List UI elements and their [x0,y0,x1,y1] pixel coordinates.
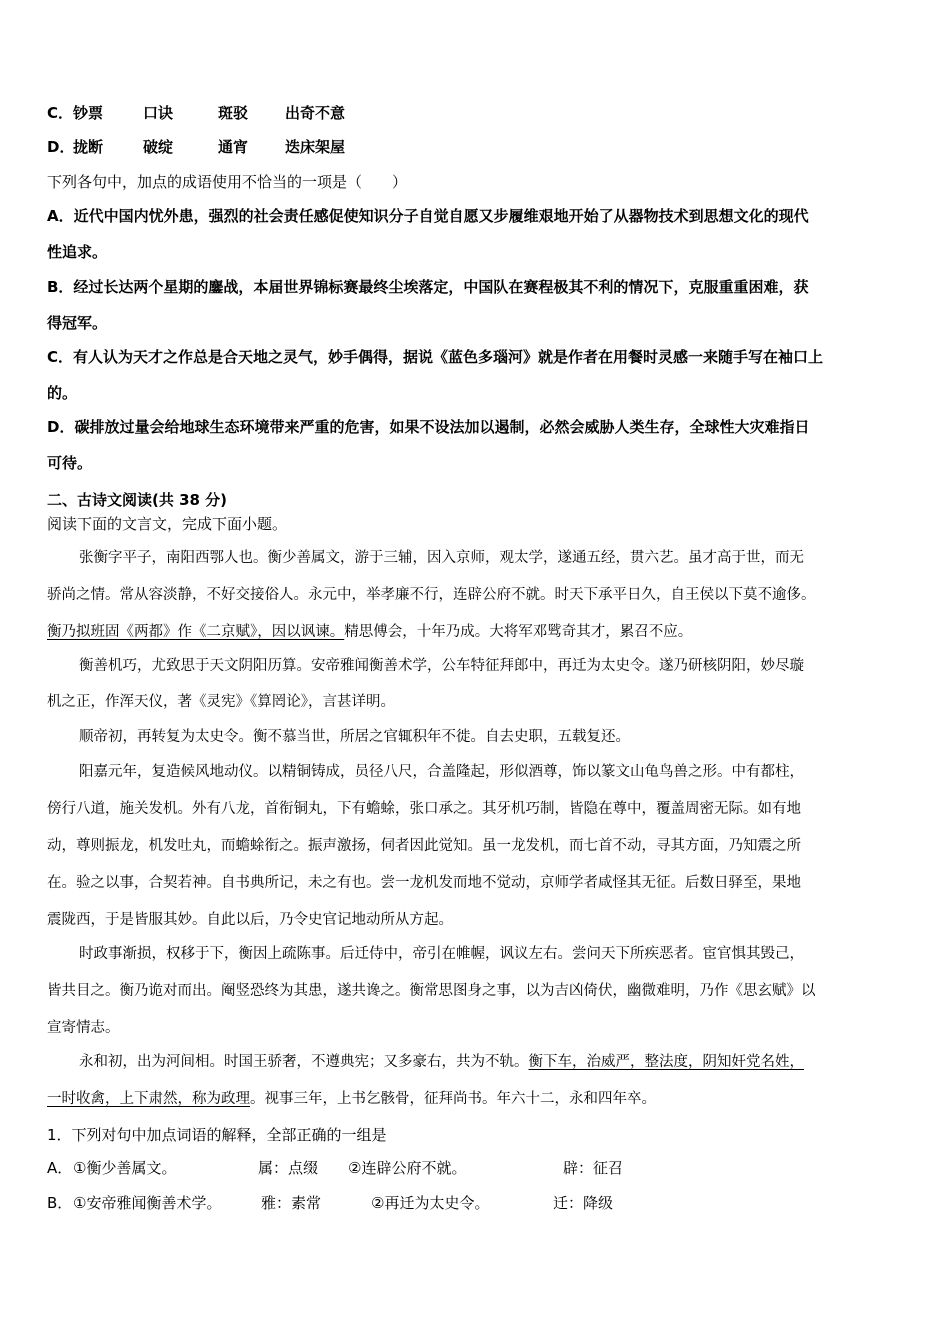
passage-text: 精思傅会，十年乃成。大将军邓骘奇其才，累召不应。 [344,624,693,640]
passage-p2-line1: 衡善机巧，尤致思于天文阴阳历算。安帝雅闻衡善术学，公车特征拜郎中，再迁为太史令。遂乃研核阴阳，妙尽璇 [79,658,804,674]
option-word: 迭床架屋 [285,138,346,156]
idiom-option-d-line1: D．碳排放过量会给地球生态环境带来严重的危害，如果不设法加以遏制，必然会威胁人类生存，全球性大灾难指日 [47,418,810,436]
option-sentence: ①安帝雅闻衡善术学。 [73,1194,222,1212]
passage-p4-line5: 震陇西，于是皆服其妙。自此以后，乃令史官记地动所从方起。 [47,912,453,928]
option-word: 钞票 [73,104,104,122]
idiom-question-stem: 下列各句中，加点的成语使用不恰当的一项是（ ） [47,173,408,191]
passage-p4-line2: 傍行八道，施关发机。外有八龙，首衔铜丸，下有蟾蜍，张口承之。其牙机巧制，皆隐在尊中，覆盖周密无际。如有地 [47,801,801,817]
option-word: 出奇不意 [285,104,346,122]
idiom-option-d-line2: 可待。 [47,454,93,472]
section-instruction: 阅读下面的文言文，完成下面小题。 [47,515,288,533]
idiom-option-c-line1: C．有人认为天才之作总是合天地之灵气，妙手偶得，据说《蓝色多瑙河》就是作者在用餐时灵感一来随手写在袖口上 [47,348,824,366]
passage-p2-line2: 机之正，作浑天仪，著《灵宪》《算罔论》，言甚详明。 [47,694,395,710]
prev-option-c [47,102,345,123]
passage-p4-line1: 阳嘉元年，复造候风地动仪。以精铜铸成，员径八尺，合盖隆起，形似酒尊，饰以篆文山龟鸟兽之形。中有都柱， [79,764,804,780]
option-label: D． [47,138,75,156]
idiom-option-a-line1: A．近代中国内忧外患，强烈的社会责任感促使知识分子自觉自愿又步履维艰地开始了从器物技术到思想文化的现代 [47,207,809,225]
option-label: C． [47,104,74,122]
section-title: 二、古诗文阅读(共 38 分) [47,491,228,509]
passage-p6-line1 [79,1050,804,1071]
underlined-sentence: 衡下车，治威严，整法度，阴知奸党名姓， [528,1054,804,1070]
option-gloss: 迁：降级 [553,1194,614,1212]
prev-option-d [47,136,345,157]
question1-stem: 1．下列对句中加点词语的解释，全部正确的一组是 [47,1126,387,1144]
idiom-option-b-line1: B．经过长达两个星期的鏖战，本届世界锦标赛最终尘埃落定，中国队在赛程极其不利的情况下，克服重重困难，获 [47,278,809,296]
passage-p5-line3: 宣寄情志。 [47,1020,120,1036]
option-word: 拢断 [73,138,104,156]
underlined-sentence: 衡乃拟班固《两都》作《二京赋》，因以讽谏。 [47,624,345,640]
question1-option-b [47,1192,613,1213]
passage-p4-line3: 动，尊则振龙，机发吐丸，而蟾蜍衔之。振声激扬，伺者因此觉知。虽一龙发机，而七首不动，寻其方面，乃知震之所 [47,838,801,854]
idiom-option-a-line2: 性追求。 [47,243,108,261]
option-word: 通宵 [218,138,249,156]
passage-p3-line1: 顺帝初，再转复为太史令。衡不慕当世，所居之官辄积年不徙。自去史职，五载复还。 [79,729,630,745]
option-word: 破绽 [143,138,174,156]
option-word: 口诀 [143,104,174,122]
idiom-option-c-line2: 的。 [47,384,78,402]
option-label: B． [47,1194,73,1212]
idiom-option-b-line2: 得冠军。 [47,314,108,332]
option-word: 斑驳 [218,104,249,122]
option-gloss: 属：点缀 [258,1159,319,1177]
option-sentence: ①衡少善属文。 [73,1159,177,1177]
passage-text: 。视事三年，上书乞骸骨，征拜尚书。年六十二，永和四年卒。 [250,1091,656,1107]
passage-p4-line4: 在。验之以事，合契若神。自书典所记，未之有也。尝一龙机发而地不觉动，京师学者咸怪其无征。后数日驿至，果地 [47,875,801,891]
passage-p5-line2: 皆共目之。衡乃诡对而出。阉竖恐终为其患，遂共谗之。衡常思图身之事，以为吉凶倚伏，幽微难明，乃作《思玄赋》以 [47,983,816,999]
underlined-sentence: 一时收禽，上下肃然，称为政理 [47,1091,250,1107]
option-gloss: 雅：素常 [261,1194,322,1212]
option-label: A． [47,1159,73,1177]
option-gloss: 辟：征召 [563,1159,624,1177]
option-sentence: ②再迁为太史令。 [371,1194,490,1212]
passage-p6-line2 [47,1087,656,1108]
passage-p1-line1: 张衡字平子，南阳西鄂人也。衡少善属文，游于三辅，因入京师，观太学，遂通五经，贯六艺。虽才高于世，而无 [79,550,804,566]
option-sentence: ②连辟公府不就。 [348,1159,467,1177]
question1-option-a [47,1157,623,1178]
passage-p1-line2: 骄尚之情。常从容淡静，不好交接俗人。永元中，举孝廉不行，连辟公府不就。时天下承平日久，自王侯以下莫不逾侈。 [47,587,816,603]
passage-p5-line1: 时政事渐损，权移于下，衡因上疏陈事。后迁侍中，帝引在帷幄，讽议左右。尝问天下所疾恶者。宦官惧其毁己， [79,946,804,962]
passage-text: 永和初，出为河间相。时国王骄奢，不遵典宪；又多豪右，共为不轨。 [79,1054,529,1070]
passage-p1-line3 [47,620,692,641]
